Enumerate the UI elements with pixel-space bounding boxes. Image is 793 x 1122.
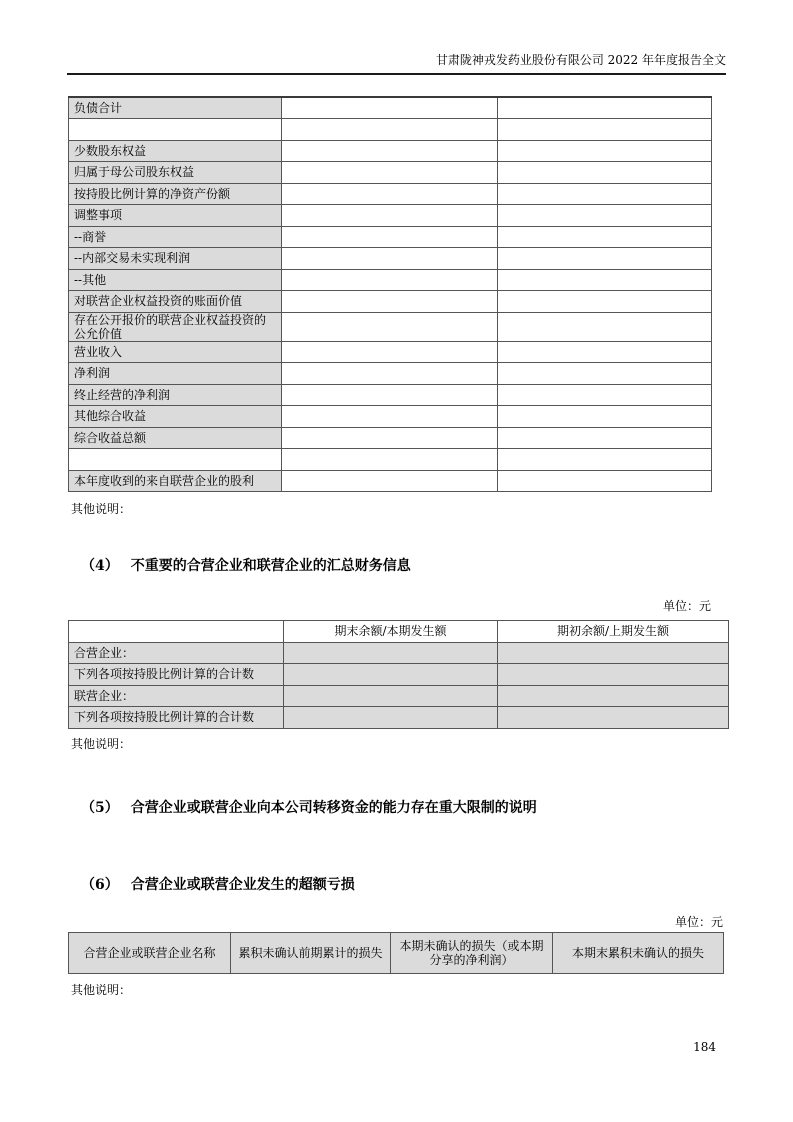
value-cell bbox=[282, 291, 498, 313]
table-row bbox=[69, 162, 712, 184]
table-row bbox=[69, 707, 729, 729]
section-title: 不重要的合营企业和联营企业的汇总财务信息 bbox=[130, 558, 411, 574]
value-cell bbox=[282, 363, 498, 385]
value-cell bbox=[498, 341, 712, 363]
row-label-cell: 对联营企业权益投资的账面价值 bbox=[69, 291, 282, 313]
row-label-cell: --其他 bbox=[69, 269, 282, 291]
column-header-cell: 累积未确认前期累计的损失 bbox=[231, 933, 391, 974]
section-title: 合营企业或联营企业向本公司转移资金的能力存在重大限制的说明 bbox=[130, 800, 537, 816]
table-row bbox=[69, 642, 729, 664]
section-number: （4） bbox=[81, 558, 119, 574]
row-label-cell: 其他综合收益 bbox=[69, 406, 282, 428]
row-label-cell bbox=[69, 449, 282, 471]
value-cell bbox=[284, 685, 498, 707]
value-cell bbox=[498, 291, 712, 313]
row-label-cell bbox=[69, 119, 282, 141]
row-label-cell: 本年度收到的来自联营企业的股利 bbox=[69, 470, 282, 492]
value-cell bbox=[498, 248, 712, 270]
column-header-cell: 本期未确认的损失（或本期分享的净利润） bbox=[391, 933, 553, 974]
value-cell bbox=[282, 470, 498, 492]
table-row bbox=[69, 406, 712, 428]
value-cell bbox=[282, 341, 498, 363]
value-cell bbox=[498, 269, 712, 291]
value-cell bbox=[282, 269, 498, 291]
row-label-cell: 综合收益总额 bbox=[69, 427, 282, 449]
value-cell bbox=[282, 406, 498, 428]
value-cell bbox=[498, 406, 712, 428]
column-header-cell: 期末余额/本期发生额 bbox=[284, 621, 498, 643]
value-cell bbox=[282, 183, 498, 205]
section-number: （6） bbox=[81, 877, 119, 893]
table-row bbox=[69, 621, 729, 643]
value-cell bbox=[498, 119, 712, 141]
table-row bbox=[69, 933, 724, 974]
value-cell bbox=[282, 97, 498, 119]
table-row bbox=[69, 226, 712, 248]
row-label-cell: --内部交易未实现利润 bbox=[69, 248, 282, 270]
table-row bbox=[69, 664, 729, 686]
associate-summary-table bbox=[68, 96, 712, 492]
row-label-cell: 下列各项按持股比例计算的合计数 bbox=[69, 707, 284, 729]
table-row bbox=[69, 248, 712, 270]
row-label-cell: 调整事项 bbox=[69, 205, 282, 227]
value-cell bbox=[284, 664, 498, 686]
row-label-cell: 存在公开报价的联营企业权益投资的公允价值 bbox=[69, 312, 282, 341]
immaterial-jv-table bbox=[68, 620, 729, 729]
table-row bbox=[69, 119, 712, 141]
value-cell bbox=[284, 707, 498, 729]
value-cell bbox=[284, 642, 498, 664]
table-row bbox=[69, 449, 712, 471]
value-cell bbox=[498, 384, 712, 406]
row-label-cell: 少数股东权益 bbox=[69, 140, 282, 162]
value-cell bbox=[282, 119, 498, 141]
table-row bbox=[69, 269, 712, 291]
row-label-cell: 归属于母公司股东权益 bbox=[69, 162, 282, 184]
value-cell bbox=[282, 248, 498, 270]
other-notes-label: 其他说明： bbox=[71, 502, 132, 516]
row-label-cell: 终止经营的净利润 bbox=[69, 384, 282, 406]
row-label-cell: 净利润 bbox=[69, 363, 282, 385]
value-cell bbox=[282, 205, 498, 227]
row-label-cell: 联营企业： bbox=[69, 685, 284, 707]
row-label-cell: 营业收入 bbox=[69, 341, 282, 363]
value-cell bbox=[498, 226, 712, 248]
unit-label: 单位：元 bbox=[662, 599, 711, 613]
value-cell bbox=[282, 140, 498, 162]
unit-label: 单位：元 bbox=[674, 915, 723, 929]
table-row bbox=[69, 427, 712, 449]
row-label-cell: 按持股比例计算的净资产份额 bbox=[69, 183, 282, 205]
value-cell bbox=[498, 162, 712, 184]
value-cell bbox=[282, 449, 498, 471]
value-cell bbox=[498, 312, 712, 341]
table-row bbox=[69, 97, 712, 119]
value-cell bbox=[498, 685, 729, 707]
excess-loss-table bbox=[68, 932, 724, 974]
value-cell bbox=[498, 183, 712, 205]
table-row bbox=[69, 140, 712, 162]
other-notes-label: 其他说明： bbox=[71, 983, 132, 997]
column-header-cell: 期初余额/上期发生额 bbox=[498, 621, 729, 643]
column-header-cell: 合营企业或联营企业名称 bbox=[69, 933, 231, 974]
column-header-cell: 本期末累积未确认的损失 bbox=[553, 933, 724, 974]
row-label-cell: 合营企业： bbox=[69, 642, 284, 664]
value-cell bbox=[498, 97, 712, 119]
section-heading-6 bbox=[81, 876, 355, 895]
column-header-cell bbox=[69, 621, 284, 643]
table-row bbox=[69, 341, 712, 363]
table-row bbox=[69, 384, 712, 406]
row-label-cell: 下列各项按持股比例计算的合计数 bbox=[69, 664, 284, 686]
value-cell bbox=[282, 162, 498, 184]
table-row bbox=[69, 685, 729, 707]
section-heading-5 bbox=[81, 799, 537, 818]
table-row bbox=[69, 291, 712, 313]
table-row bbox=[69, 183, 712, 205]
value-cell bbox=[498, 205, 712, 227]
row-label-cell: --商誉 bbox=[69, 226, 282, 248]
value-cell bbox=[498, 470, 712, 492]
value-cell bbox=[282, 226, 498, 248]
table-row bbox=[69, 363, 712, 385]
value-cell bbox=[498, 664, 729, 686]
value-cell bbox=[498, 140, 712, 162]
value-cell bbox=[498, 449, 712, 471]
section-heading-4 bbox=[81, 557, 411, 576]
page-number: 184 bbox=[693, 1040, 716, 1054]
section-number: （5） bbox=[81, 800, 119, 816]
value-cell bbox=[498, 363, 712, 385]
value-cell bbox=[498, 642, 729, 664]
other-notes-label: 其他说明： bbox=[71, 737, 132, 751]
row-label-cell: 负债合计 bbox=[69, 97, 282, 119]
value-cell bbox=[282, 312, 498, 341]
running-header: 甘肃陇神戎发药业股份有限公司 2022 年年度报告全文 bbox=[67, 52, 726, 75]
table-row bbox=[69, 470, 712, 492]
value-cell bbox=[498, 707, 729, 729]
value-cell bbox=[282, 384, 498, 406]
table-row bbox=[69, 312, 712, 341]
value-cell bbox=[282, 427, 498, 449]
value-cell bbox=[498, 427, 712, 449]
section-title: 合营企业或联营企业发生的超额亏损 bbox=[130, 877, 355, 893]
table-row bbox=[69, 205, 712, 227]
